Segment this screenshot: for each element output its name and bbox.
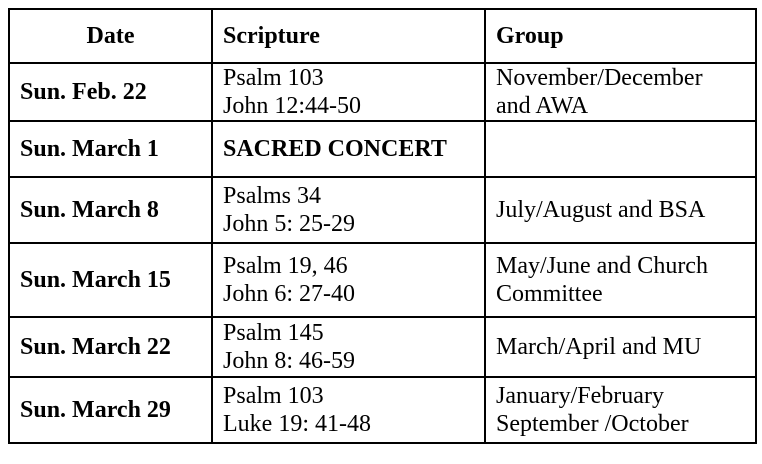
group-cell xyxy=(485,317,756,377)
table-row xyxy=(9,121,756,177)
table-row xyxy=(9,377,756,443)
group-cell xyxy=(485,243,756,317)
group-cell xyxy=(485,377,756,443)
date-cell: Sun. March 1 xyxy=(9,121,212,177)
table-row xyxy=(9,63,756,121)
scripture-cell xyxy=(212,317,485,377)
scripture-line: SACRED CONCERT xyxy=(223,136,447,162)
scripture-schedule-table xyxy=(8,8,757,444)
date-cell: Sun. Feb. 22 xyxy=(9,63,212,121)
scripture-cell xyxy=(212,63,485,121)
group-cell xyxy=(485,63,756,121)
group-line: March/April and MU xyxy=(496,334,702,360)
scripture-line: Psalm 103 xyxy=(223,383,324,409)
header-date: Date xyxy=(9,9,212,63)
scripture-line: Psalm 145 xyxy=(223,320,324,346)
date-cell: Sun. March 15 xyxy=(9,243,212,317)
scripture-line: Psalms 34 xyxy=(223,183,322,209)
scripture-line: Psalm 103 xyxy=(223,65,324,91)
table-row xyxy=(9,317,756,377)
group-line: July/August and BSA xyxy=(496,197,706,223)
date-cell: Sun. March 29 xyxy=(9,377,212,443)
group-cell xyxy=(485,121,756,177)
date-cell: Sun. March 22 xyxy=(9,317,212,377)
scripture-line: Psalm 19, 46 xyxy=(223,253,348,279)
scripture-line: John 6: 27-40 xyxy=(223,281,355,307)
table-row xyxy=(9,177,756,243)
scripture-line: Luke 19: 41-48 xyxy=(223,411,371,437)
scripture-cell xyxy=(212,243,485,317)
scripture-line: John 12:44-50 xyxy=(223,93,361,119)
scripture-line: John 5: 25-29 xyxy=(223,211,355,237)
scripture-cell xyxy=(212,377,485,443)
group-line: Committee xyxy=(496,281,603,307)
scripture-cell xyxy=(212,121,485,177)
group-line: and AWA xyxy=(496,93,589,119)
group-cell xyxy=(485,177,756,243)
date-cell: Sun. March 8 xyxy=(9,177,212,243)
group-line: September /October xyxy=(496,411,689,437)
group-line: January/February xyxy=(496,383,664,409)
table-row xyxy=(9,243,756,317)
group-line: November/December xyxy=(496,65,703,91)
scripture-cell xyxy=(212,177,485,243)
header-scripture: Scripture xyxy=(212,9,485,63)
group-line: May/June and Church xyxy=(496,253,708,279)
table-header-row xyxy=(9,9,756,63)
scripture-line: John 8: 46-59 xyxy=(223,348,355,374)
header-group: Group xyxy=(485,9,756,63)
